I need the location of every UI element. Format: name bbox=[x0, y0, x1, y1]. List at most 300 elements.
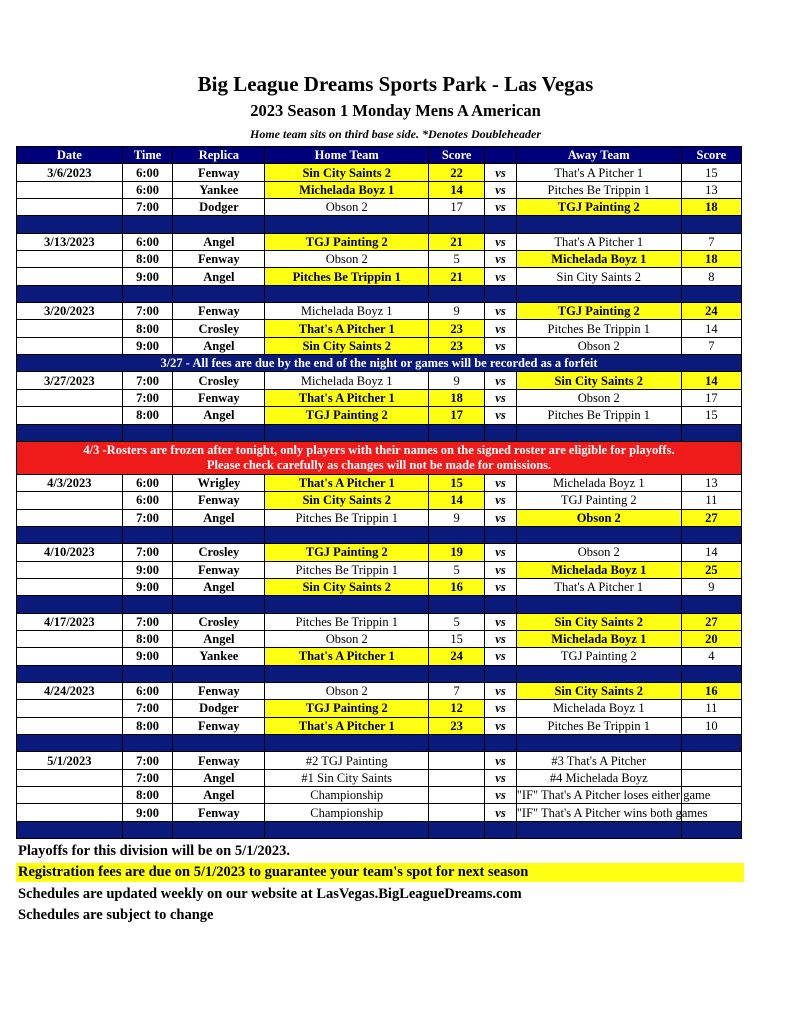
week-divider bbox=[17, 526, 742, 543]
home-score bbox=[429, 752, 485, 769]
home-score: 24 bbox=[429, 648, 485, 665]
away-score: 20 bbox=[681, 630, 741, 647]
away-team: Sin City Saints 2 bbox=[516, 613, 681, 630]
divider-cell bbox=[681, 596, 741, 613]
game-date bbox=[17, 804, 123, 821]
away-team: Michelada Boyz 1 bbox=[516, 474, 681, 491]
away-team: TGJ Painting 2 bbox=[516, 492, 681, 509]
away-score bbox=[681, 769, 741, 786]
column-header: Date bbox=[17, 147, 123, 164]
game-date: 4/3/2023 bbox=[17, 474, 123, 491]
divider-cell bbox=[681, 821, 741, 838]
home-score: 15 bbox=[429, 630, 485, 647]
home-score: 9 bbox=[429, 509, 485, 526]
away-score: 17 bbox=[681, 389, 741, 406]
divider-cell bbox=[429, 526, 485, 543]
game-row bbox=[17, 700, 742, 717]
home-score: 5 bbox=[429, 561, 485, 578]
game-row bbox=[17, 561, 742, 578]
divider-cell bbox=[485, 665, 517, 682]
divider-cell bbox=[173, 216, 265, 233]
field-name: Angel bbox=[173, 509, 265, 526]
divider-cell bbox=[265, 285, 429, 302]
notice-line: Please check carefully as changes will not be made for omissions. bbox=[206, 457, 552, 472]
field-name: Wrigley bbox=[173, 474, 265, 491]
away-score: 16 bbox=[681, 682, 741, 699]
field-name: Angel bbox=[173, 630, 265, 647]
schedule-table bbox=[16, 146, 742, 839]
field-name: Dodger bbox=[173, 199, 265, 216]
playoffs-note: Playoffs for this division will be on 5/1/2023. bbox=[18, 843, 291, 859]
field-name: Fenway bbox=[173, 752, 265, 769]
divider-cell bbox=[485, 735, 517, 752]
game-time: 7:00 bbox=[122, 389, 173, 406]
field-name: Fenway bbox=[173, 682, 265, 699]
game-date: 3/13/2023 bbox=[17, 233, 123, 250]
divider-cell bbox=[173, 665, 265, 682]
game-date: 4/24/2023 bbox=[17, 682, 123, 699]
divider-cell bbox=[429, 596, 485, 613]
game-row bbox=[17, 320, 742, 337]
home-score bbox=[429, 804, 485, 821]
away-team: TGJ Painting 2 bbox=[516, 648, 681, 665]
home-team: Sin City Saints 2 bbox=[265, 337, 429, 354]
game-time: 9:00 bbox=[122, 268, 173, 285]
game-date bbox=[17, 251, 123, 268]
divider-cell bbox=[17, 526, 123, 543]
divider-cell bbox=[681, 424, 741, 441]
away-team: That's A Pitcher 1 bbox=[516, 233, 681, 250]
vs-label: vs bbox=[485, 509, 517, 526]
divider-cell bbox=[173, 821, 265, 838]
field-name: Fenway bbox=[173, 717, 265, 734]
home-score: 22 bbox=[429, 164, 485, 181]
divider-cell bbox=[429, 216, 485, 233]
game-date bbox=[17, 787, 123, 804]
field-name: Fenway bbox=[173, 492, 265, 509]
game-date bbox=[17, 509, 123, 526]
divider-cell bbox=[173, 735, 265, 752]
home-score: 18 bbox=[429, 389, 485, 406]
field-name: Angel bbox=[173, 337, 265, 354]
column-header: Time bbox=[122, 147, 173, 164]
divider-cell bbox=[122, 424, 173, 441]
game-time: 7:00 bbox=[122, 700, 173, 717]
home-team: TGJ Painting 2 bbox=[265, 407, 429, 424]
divider-cell bbox=[485, 216, 517, 233]
field-name: Angel bbox=[173, 233, 265, 250]
game-row bbox=[17, 613, 742, 630]
away-score: 13 bbox=[681, 474, 741, 491]
registration-note: Registration fees are due on 5/1/2023 to guarantee your team's spot for next season bbox=[16, 863, 744, 882]
vs-label: vs bbox=[485, 164, 517, 181]
game-date bbox=[17, 578, 123, 595]
away-score: 4 bbox=[681, 648, 741, 665]
game-row bbox=[17, 337, 742, 354]
away-team: Pitches Be Trippin 1 bbox=[516, 181, 681, 198]
game-date bbox=[17, 389, 123, 406]
field-name: Angel bbox=[173, 268, 265, 285]
home-team: Sin City Saints 2 bbox=[265, 492, 429, 509]
divider-cell bbox=[265, 665, 429, 682]
divider-cell bbox=[17, 424, 123, 441]
field-name: Fenway bbox=[173, 561, 265, 578]
divider-cell bbox=[516, 665, 681, 682]
home-score: 16 bbox=[429, 578, 485, 595]
game-row bbox=[17, 181, 742, 198]
game-row bbox=[17, 769, 742, 786]
vs-label: vs bbox=[485, 407, 517, 424]
week-divider bbox=[17, 285, 742, 302]
home-score: 15 bbox=[429, 474, 485, 491]
away-team: That's A Pitcher 1 bbox=[516, 164, 681, 181]
away-team: TGJ Painting 2 bbox=[516, 199, 681, 216]
vs-label: vs bbox=[485, 578, 517, 595]
home-team: Pitches Be Trippin 1 bbox=[265, 561, 429, 578]
home-team: #1 Sin City Saints bbox=[265, 769, 429, 786]
home-team: Michelada Boyz 1 bbox=[265, 181, 429, 198]
column-header: Score bbox=[429, 147, 485, 164]
game-time: 6:00 bbox=[122, 474, 173, 491]
game-date bbox=[17, 320, 123, 337]
home-score: 14 bbox=[429, 492, 485, 509]
home-score: 21 bbox=[429, 233, 485, 250]
home-score bbox=[429, 769, 485, 786]
vs-label: vs bbox=[485, 787, 517, 804]
away-team: Michelada Boyz 1 bbox=[516, 561, 681, 578]
divider-cell bbox=[516, 424, 681, 441]
away-score: 14 bbox=[681, 544, 741, 561]
game-date bbox=[17, 700, 123, 717]
home-team: Pitches Be Trippin 1 bbox=[265, 268, 429, 285]
game-date: 4/10/2023 bbox=[17, 544, 123, 561]
week-divider bbox=[17, 216, 742, 233]
header-row bbox=[17, 147, 742, 164]
vs-label: vs bbox=[485, 492, 517, 509]
game-time: 6:00 bbox=[122, 682, 173, 699]
home-score: 17 bbox=[429, 199, 485, 216]
game-time: 9:00 bbox=[122, 578, 173, 595]
game-date: 3/6/2023 bbox=[17, 164, 123, 181]
home-team: Obson 2 bbox=[265, 199, 429, 216]
notice-text bbox=[17, 355, 742, 372]
away-score: 18 bbox=[681, 199, 741, 216]
game-row bbox=[17, 233, 742, 250]
away-score: 27 bbox=[681, 613, 741, 630]
home-score bbox=[429, 787, 485, 804]
divider-cell bbox=[122, 821, 173, 838]
game-time: 8:00 bbox=[122, 787, 173, 804]
game-time: 7:00 bbox=[122, 199, 173, 216]
week-divider bbox=[17, 821, 742, 838]
away-score: 15 bbox=[681, 407, 741, 424]
vs-label: vs bbox=[485, 544, 517, 561]
field-name: Fenway bbox=[173, 303, 265, 320]
field-name: Crosley bbox=[173, 372, 265, 389]
divider-cell bbox=[429, 665, 485, 682]
divider-cell bbox=[516, 526, 681, 543]
divider-cell bbox=[485, 424, 517, 441]
home-team: TGJ Painting 2 bbox=[265, 700, 429, 717]
divider-cell bbox=[173, 285, 265, 302]
away-team: Sin City Saints 2 bbox=[516, 682, 681, 699]
away-score: 14 bbox=[681, 320, 741, 337]
divider-cell bbox=[17, 216, 123, 233]
game-time: 7:00 bbox=[122, 613, 173, 630]
game-row bbox=[17, 199, 742, 216]
game-time: 8:00 bbox=[122, 717, 173, 734]
away-team: Sin City Saints 2 bbox=[516, 268, 681, 285]
game-row bbox=[17, 682, 742, 699]
away-team: Sin City Saints 2 bbox=[516, 372, 681, 389]
week-divider bbox=[17, 424, 742, 441]
divider-cell bbox=[516, 735, 681, 752]
vs-label: vs bbox=[485, 752, 517, 769]
vs-label: vs bbox=[485, 233, 517, 250]
notice-line: 3/27 - All fees are due by the end of the night or games will be recorded as a forfeit bbox=[160, 356, 598, 371]
game-date bbox=[17, 492, 123, 509]
away-team: "IF" That's A Pitcher loses either game bbox=[516, 788, 711, 803]
game-time: 6:00 bbox=[122, 164, 173, 181]
game-row bbox=[17, 389, 742, 406]
away-team: #3 That's A Pitcher bbox=[516, 752, 681, 769]
divider-cell bbox=[122, 735, 173, 752]
home-team: Pitches Be Trippin 1 bbox=[265, 613, 429, 630]
away-team: Pitches Be Trippin 1 bbox=[516, 717, 681, 734]
vs-label: vs bbox=[485, 682, 517, 699]
game-date bbox=[17, 407, 123, 424]
divider-cell bbox=[429, 285, 485, 302]
game-time: 8:00 bbox=[122, 251, 173, 268]
vs-label: vs bbox=[485, 630, 517, 647]
field-name: Yankee bbox=[173, 181, 265, 198]
vs-label: vs bbox=[485, 700, 517, 717]
home-team: Michelada Boyz 1 bbox=[265, 372, 429, 389]
field-name: Dodger bbox=[173, 700, 265, 717]
away-score: 11 bbox=[681, 492, 741, 509]
game-row bbox=[17, 303, 742, 320]
vs-label: vs bbox=[485, 303, 517, 320]
home-score: 23 bbox=[429, 320, 485, 337]
away-team: TGJ Painting 2 bbox=[516, 303, 681, 320]
divider-cell bbox=[429, 821, 485, 838]
field-name: Fenway bbox=[173, 804, 265, 821]
game-row bbox=[17, 544, 742, 561]
home-team: Pitches Be Trippin 1 bbox=[265, 509, 429, 526]
vs-label: vs bbox=[485, 181, 517, 198]
away-team: Obson 2 bbox=[516, 544, 681, 561]
divider-cell bbox=[516, 596, 681, 613]
game-time: 8:00 bbox=[122, 407, 173, 424]
divider-cell bbox=[429, 735, 485, 752]
away-score: 14 bbox=[681, 372, 741, 389]
away-team: Obson 2 bbox=[516, 509, 681, 526]
field-name: Crosley bbox=[173, 613, 265, 630]
column-header: Away Team bbox=[516, 147, 681, 164]
home-score: 19 bbox=[429, 544, 485, 561]
away-score: 8 bbox=[681, 268, 741, 285]
away-team: Obson 2 bbox=[516, 337, 681, 354]
home-team: Obson 2 bbox=[265, 682, 429, 699]
website-note: Schedules are updated weekly on our website at LasVegas.BigLeagueDreams.com bbox=[18, 886, 522, 902]
divider-cell bbox=[516, 821, 681, 838]
away-score: 9 bbox=[681, 578, 741, 595]
game-date bbox=[17, 769, 123, 786]
away-team: Michelada Boyz 1 bbox=[516, 630, 681, 647]
game-row bbox=[17, 717, 742, 734]
field-name: Angel bbox=[173, 578, 265, 595]
column-header: Replica bbox=[173, 147, 265, 164]
page-title: Big League Dreams Sports Park - Las Vegas bbox=[197, 72, 594, 96]
game-row bbox=[17, 492, 742, 509]
game-time: 7:00 bbox=[122, 372, 173, 389]
divider-cell bbox=[681, 285, 741, 302]
home-score: 21 bbox=[429, 268, 485, 285]
vs-label: vs bbox=[485, 320, 517, 337]
vs-label: vs bbox=[485, 337, 517, 354]
game-time: 7:00 bbox=[122, 509, 173, 526]
home-team: TGJ Painting 2 bbox=[265, 233, 429, 250]
home-score: 7 bbox=[429, 682, 485, 699]
week-divider bbox=[17, 735, 742, 752]
field-name: Fenway bbox=[173, 164, 265, 181]
vs-label: vs bbox=[485, 561, 517, 578]
game-row bbox=[17, 164, 742, 181]
away-score: 18 bbox=[681, 251, 741, 268]
away-score: 24 bbox=[681, 303, 741, 320]
game-row bbox=[17, 804, 742, 821]
home-score: 14 bbox=[429, 181, 485, 198]
week-divider bbox=[17, 665, 742, 682]
divider-cell bbox=[429, 424, 485, 441]
game-time: 7:00 bbox=[122, 544, 173, 561]
home-team: Obson 2 bbox=[265, 630, 429, 647]
column-header: Score bbox=[681, 147, 741, 164]
vs-label: vs bbox=[485, 268, 517, 285]
away-score: 10 bbox=[681, 717, 741, 734]
home-team-note: Home team sits on third base side. *Denotes Doubleheader bbox=[250, 127, 541, 141]
notice-banner bbox=[17, 441, 742, 474]
home-score: 12 bbox=[429, 700, 485, 717]
divider-cell bbox=[122, 216, 173, 233]
field-name: Fenway bbox=[173, 389, 265, 406]
away-score: 7 bbox=[681, 233, 741, 250]
game-row bbox=[17, 509, 742, 526]
divider-cell bbox=[173, 424, 265, 441]
away-team: Pitches Be Trippin 1 bbox=[516, 407, 681, 424]
home-team: That's A Pitcher 1 bbox=[265, 648, 429, 665]
game-time: 6:00 bbox=[122, 181, 173, 198]
divider-cell bbox=[485, 821, 517, 838]
divider-cell bbox=[17, 735, 123, 752]
home-score: 5 bbox=[429, 613, 485, 630]
page-subtitle: 2023 Season 1 Monday Mens A American bbox=[250, 101, 541, 120]
away-team: That's A Pitcher 1 bbox=[516, 578, 681, 595]
game-time: 9:00 bbox=[122, 648, 173, 665]
game-time: 9:00 bbox=[122, 561, 173, 578]
divider-cell bbox=[485, 596, 517, 613]
notice-text bbox=[17, 441, 742, 474]
home-score: 23 bbox=[429, 717, 485, 734]
home-team: Championship bbox=[265, 787, 429, 804]
divider-cell bbox=[173, 526, 265, 543]
game-date bbox=[17, 268, 123, 285]
field-name: Yankee bbox=[173, 648, 265, 665]
game-date bbox=[17, 630, 123, 647]
divider-cell bbox=[17, 665, 123, 682]
divider-cell bbox=[265, 821, 429, 838]
divider-cell bbox=[17, 596, 123, 613]
divider-cell bbox=[265, 216, 429, 233]
home-score: 23 bbox=[429, 337, 485, 354]
game-time: 7:00 bbox=[122, 303, 173, 320]
game-time: 8:00 bbox=[122, 320, 173, 337]
vs-label: vs bbox=[485, 389, 517, 406]
divider-cell bbox=[681, 216, 741, 233]
divider-cell bbox=[17, 821, 123, 838]
game-date: 3/27/2023 bbox=[17, 372, 123, 389]
home-team: #2 TGJ Painting bbox=[265, 752, 429, 769]
game-date: 3/20/2023 bbox=[17, 303, 123, 320]
game-row bbox=[17, 578, 742, 595]
away-score: 13 bbox=[681, 181, 741, 198]
vs-label: vs bbox=[485, 648, 517, 665]
game-time: 7:00 bbox=[122, 769, 173, 786]
home-team: Sin City Saints 2 bbox=[265, 578, 429, 595]
home-team: Championship bbox=[265, 804, 429, 821]
away-team: Michelada Boyz 1 bbox=[516, 700, 681, 717]
field-name: Angel bbox=[173, 407, 265, 424]
game-time: 9:00 bbox=[122, 804, 173, 821]
divider-cell bbox=[516, 285, 681, 302]
game-time: 8:00 bbox=[122, 630, 173, 647]
game-date bbox=[17, 199, 123, 216]
divider-cell bbox=[265, 735, 429, 752]
home-team: That's A Pitcher 1 bbox=[265, 320, 429, 337]
game-row bbox=[17, 648, 742, 665]
divider-cell bbox=[681, 665, 741, 682]
home-team: That's A Pitcher 1 bbox=[265, 474, 429, 491]
home-score: 9 bbox=[429, 303, 485, 320]
home-team: That's A Pitcher 1 bbox=[265, 717, 429, 734]
away-score: 25 bbox=[681, 561, 741, 578]
column-header bbox=[485, 147, 517, 164]
vs-label: vs bbox=[485, 769, 517, 786]
notice-line: 4/3 -Rosters are frozen after tonight, only players with their names on the signed roster are eligible for playoffs. bbox=[83, 442, 675, 457]
away-team: Pitches Be Trippin 1 bbox=[516, 320, 681, 337]
vs-label: vs bbox=[485, 613, 517, 630]
game-date: 4/17/2023 bbox=[17, 613, 123, 630]
home-score: 9 bbox=[429, 372, 485, 389]
vs-label: vs bbox=[485, 372, 517, 389]
divider-cell bbox=[122, 665, 173, 682]
away-score bbox=[681, 752, 741, 769]
away-score: 7 bbox=[681, 337, 741, 354]
game-time: 7:00 bbox=[122, 752, 173, 769]
game-row bbox=[17, 251, 742, 268]
game-row bbox=[17, 372, 742, 389]
field-name: Angel bbox=[173, 769, 265, 786]
game-row bbox=[17, 787, 742, 804]
divider-cell bbox=[485, 285, 517, 302]
divider-cell bbox=[122, 526, 173, 543]
away-team: "IF" That's A Pitcher wins both games bbox=[516, 805, 708, 820]
divider-cell bbox=[485, 526, 517, 543]
away-team: Obson 2 bbox=[516, 389, 681, 406]
disclaimer-note: Schedules are subject to change bbox=[18, 907, 214, 923]
game-row bbox=[17, 407, 742, 424]
column-header: Home Team bbox=[265, 147, 429, 164]
